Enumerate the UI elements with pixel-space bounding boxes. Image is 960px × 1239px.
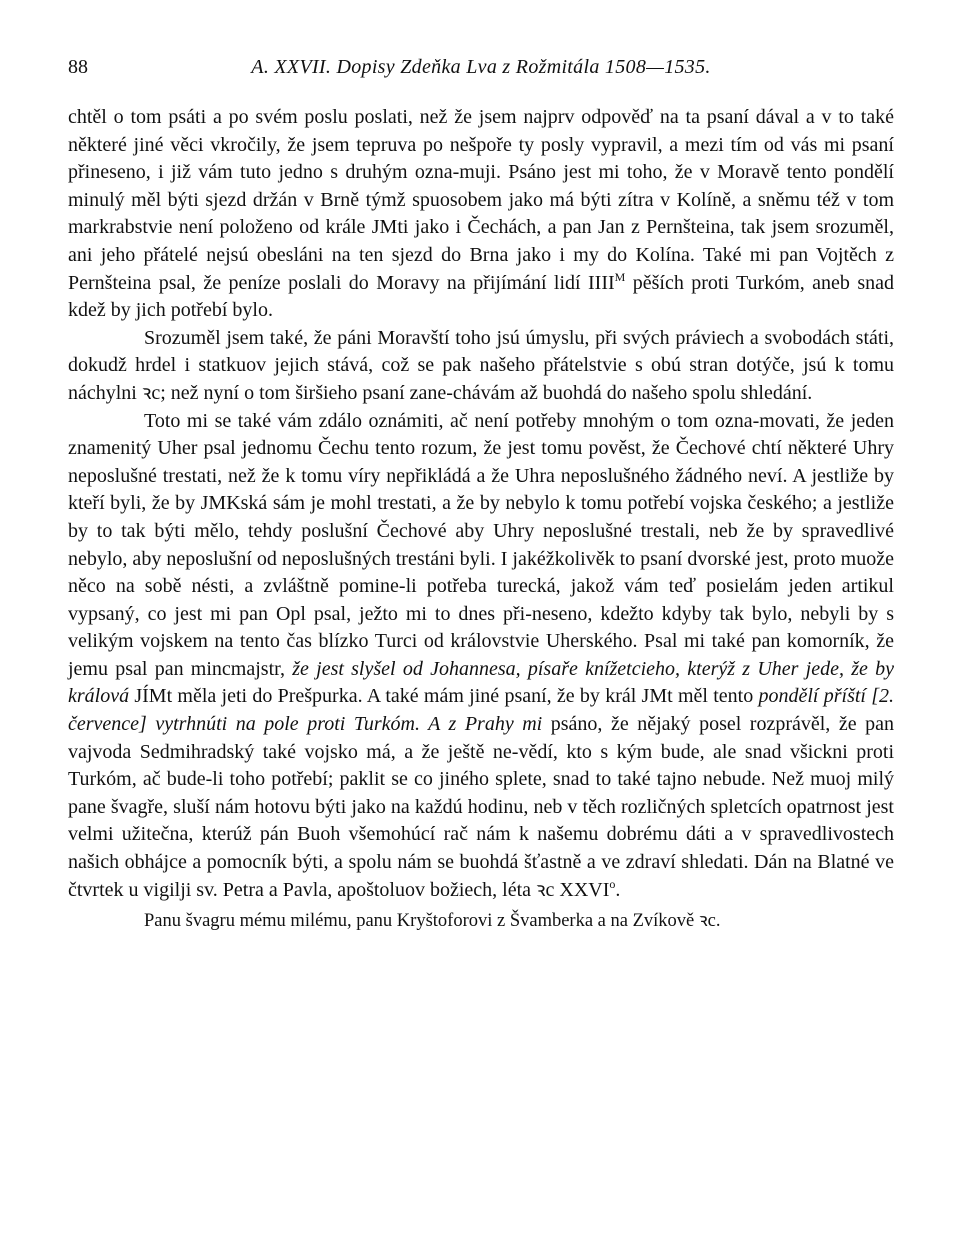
letter-body: [68, 104, 894, 936]
paragraph: [68, 325, 894, 408]
paragraph: [68, 408, 894, 905]
text-run: Srozuměl jsem také, že páni Moravští toho jsú úmyslu, při svých práviech a svobodách státi, dokudž hrdel i statkuov jejich stává, což se pak našeho přátelstvie s obú stran dotýče, jsú k tomu náchylni ꝛc; než nyní o tom širšieho psaní zane-chávám až buohdá do našeho spolu shledání.: [68, 326, 894, 404]
italic-run: že jest slyšel od Johannesa, písaře knížetcieho, kterýž z Uher jede, že by králová: [68, 657, 894, 708]
text-run: Toto mi se také vám zdálo oznámiti, ač není potřeby mnohým o tom ozna-movati, že jeden znamenitý Uher psal jednomu Čechu tento rozum, že jest tomu pověst, že Čechové chtí některé Uhry neposlušné trestati, než že k tomu víry nepřikládá a že Uhra neposlušného žádného neví. A jestliže by kteří byli, že by JMKská sám je mohl trestati, a že by nebylo k tomu potřebí vojska českého; a jestliže by to tak býti mělo, tehdy poslušní Čechové aby Uhry neposlušné trestali, neb že by spravedlivé nebylo, aby neposlušní od neposlušných trestáni byli. I jakéžkolivěk to psaní dvorské jest, proto muože něco na sobě nésti, a zvláštně pomine-li potřeba turecká, jakož vám teď posielám jeden artikul vypsaný, co jest mi pan Opl psal, ježto mi to dnes při-neseno, kdežto kdyby tak bylo, nebyli by s velikým vojskem na tento čas blízko Turci od královstvie Uherského. Psal mi také pan komorník, že jemu psal pan mincmajstr,: [68, 409, 894, 680]
page-header: [68, 56, 894, 86]
text-run: psáno, že nějaký posel rozprávěl, že pan vajvoda Sedmihradský také vojsko má, a že ještě ne-vědí, kto s kým bude, ale snad všickni proti Turkóm, ač bude-li toho potřebí; paklit se co jiného splete, snad to také tajno nebude. Než muoj milý pane švagře, sluší nám hotovu býti jako na každú hodinu, neb v těch rozličných spletcích opatrnost jest velmi užitečna, kterúž pán Buoh všemohúcí rač nám k našemu dobrému dáti a v spravedlivostech našich obhájce a pomocník býti, a spolu nám se buohdá šťastně a ve zdraví shledati. Dán na Blatné ve čtvrtek u vigilji sv. Petra a Pavla, apoštoluov božiech, léta ꝛc XXVI: [68, 713, 894, 901]
paragraph: [68, 104, 894, 325]
text-run: JÍMt měla jeti do Prešpurka. A také mám jiné psaní, že by král JMt měl tento: [129, 685, 759, 708]
superscript: o: [609, 876, 616, 891]
text-run: pěších proti Turkóm, aneb snad kdež by jich potřebí bylo.: [68, 271, 894, 322]
text-run: .: [615, 878, 621, 901]
superscript: M: [614, 269, 626, 284]
text-run: chtěl o tom psáti a po svém poslu poslati, než že jsem najprv odpověď na ta psaní dával a v to také některé jiné věci vkročily, že jsem tepruva po nešpoře ty posly vypravil, a mezi tím od vás mi psaní přineseno, i již vám tuto jedno s druhým ozna-muji. Psáno jest mi toho, že v Moravě tento pondělí minulý měl býti sjezd držán v Brně týmž spuosobem jako má býti zítra v Kolíně, a sněmu též v tom markrabstvie není položeno od krále JMti jako i Čechách, a pan Jan z Pernšteina, tak jsem srozuměl, ani jeho přátelé nejsú obesláni na ten sjezd do Brna jako i my do Kolína. Také mi pan Vojtěch z Pernšteina psal, že peníze poslali do Moravy na přijímání lidí IIII: [68, 106, 894, 294]
page-number: 88: [68, 56, 88, 78]
address-line: Panu švagru mému milému, panu Kryštoforovi z Švamberka a na Zvíkově ꝛc.: [144, 911, 721, 932]
running-head: A. XXVII. Dopisy Zdeňka Lva z Rožmitála 1508—1535.: [251, 56, 711, 78]
italic-run: pondělí příští [2. července] vytrhnúti na pole proti Turkóm. A z Prahy mi: [68, 685, 895, 736]
